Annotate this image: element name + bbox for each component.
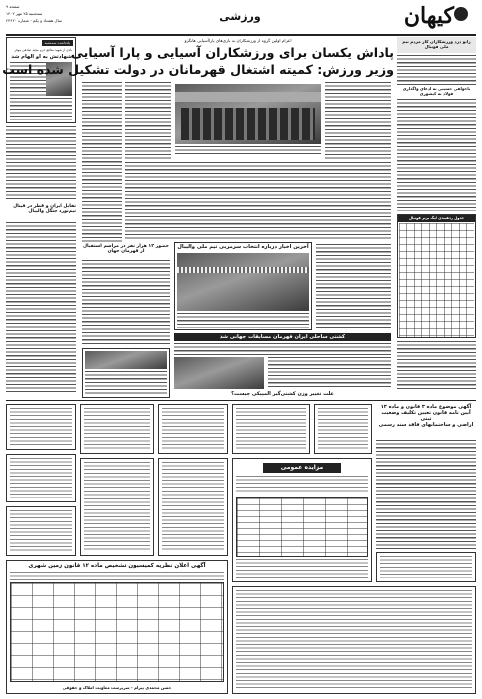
ad-box-c3 bbox=[232, 404, 310, 454]
ad-box-bottom-center bbox=[232, 586, 476, 694]
ads-rule bbox=[6, 400, 476, 401]
tender-ad-title-bar bbox=[263, 463, 341, 473]
wrestling-text bbox=[174, 343, 391, 355]
editorial-box-label: یادداشت سه‌شنبه bbox=[42, 40, 73, 46]
volleyball-story bbox=[174, 242, 312, 330]
land-commission-ad bbox=[6, 560, 228, 694]
ad-box-left-3 bbox=[6, 506, 76, 556]
right-bottom-headline-text: آگهی موضوع ماده ۳ قانون و ماده ۱۳ آیین نامه قانون تعیین تکلیف وضعیت ثبتی bbox=[380, 404, 472, 422]
right-bottom-headline bbox=[376, 404, 476, 438]
banner-strip bbox=[175, 92, 321, 102]
land-commission-table bbox=[10, 582, 224, 682]
wrestling-headline: کشتی ساحلی ایران قهرمان مسابقات جهانی شد bbox=[219, 334, 346, 340]
lead-body-col-2 bbox=[125, 82, 171, 160]
league-table-title: جدول ردهبندی لیگ برتر فوتبال bbox=[408, 216, 465, 220]
ad-box-right bbox=[376, 552, 476, 582]
volleyball-photo bbox=[177, 253, 309, 311]
tender-ad-table bbox=[236, 497, 368, 557]
right-bottom-text bbox=[376, 440, 476, 550]
lead-headline-2: وزیر ورزش: کمیته اشتغال قهرمانان در دولت تشکیل شده است bbox=[2, 62, 394, 77]
volleyball-text bbox=[177, 313, 309, 328]
left-story-headline: تقابل ایران و قطر در فینال تیم‌نورد جنگل والیبال bbox=[13, 204, 76, 215]
section-title: ورزشی bbox=[219, 10, 261, 23]
right-mid-text bbox=[397, 341, 476, 391]
ad-box-c6 bbox=[158, 458, 228, 556]
lead-headline-1: پاداش یکسان برای ورزشکاران آسیایی و پارا آسیایی bbox=[70, 45, 394, 60]
editorial-box-subtitle: بادی از شهید مدافع حرم مجید صادقی موقر bbox=[14, 48, 72, 52]
attendance-text bbox=[82, 260, 170, 345]
editorial-text-bottom bbox=[46, 98, 72, 120]
left-story-text bbox=[6, 222, 76, 392]
weight-headline: علت تغییر وزن کشتی‌گیر المپیکی چیست؟ bbox=[231, 391, 334, 397]
ad-box-c2 bbox=[158, 404, 228, 454]
ad-box-c4 bbox=[314, 404, 372, 454]
wrestling-headline-bar bbox=[174, 333, 391, 341]
attendance-headline: حضور ۱۲ هزار نفر در مراسم استقبال از قهرمان جهان bbox=[83, 244, 169, 255]
editorial-box-headline: شهادتش به او الهام شد bbox=[11, 54, 72, 60]
ad-box-c1 bbox=[80, 404, 154, 454]
land-commission-title: آگهی اعلان نظریه کمیسیون تشخیص ماده ۱۲ قانون زمین شهری bbox=[28, 563, 206, 569]
lead-kicker: اعزام اولین گروه از ورزشکاران به بازی‌های پاراآسیایی هانگژو bbox=[184, 38, 292, 43]
league-table-title-bar bbox=[398, 215, 475, 222]
lead-team-photo bbox=[175, 84, 321, 144]
volleyball-headline: آخرین اخبار درباره انتخاب سرمربی تیم ملی والیبال bbox=[177, 244, 309, 250]
league-table bbox=[397, 214, 476, 338]
right-sub-headline: ناخواهی حسینی به ادعای واگذاری فولاد به کیشوری bbox=[402, 86, 471, 96]
right-sub-text bbox=[397, 99, 476, 211]
masthead bbox=[0, 0, 482, 36]
ad-box-left-1 bbox=[6, 404, 76, 450]
lead-photo-caption bbox=[175, 146, 321, 154]
tender-ad-footer bbox=[236, 559, 368, 579]
volleyball-side-text bbox=[316, 244, 391, 330]
right-top-headline: زانو درد ورزشکاران کار مردم تیم ملی فوتبال bbox=[402, 39, 471, 49]
masthead-rule bbox=[6, 34, 476, 36]
side-image bbox=[85, 351, 167, 369]
side-image-box bbox=[82, 348, 170, 398]
team-row bbox=[181, 108, 315, 140]
right-top-headline-bar bbox=[397, 37, 476, 53]
editorial-box bbox=[6, 37, 76, 123]
ad-box-left-2 bbox=[6, 454, 76, 502]
tender-ad-intro bbox=[236, 476, 368, 494]
league-table-grid bbox=[399, 223, 474, 337]
wrestling-photo bbox=[174, 357, 264, 389]
lead-body-lower bbox=[125, 162, 391, 240]
right-top-text bbox=[397, 55, 476, 85]
issue-line: سال هشتاد و یکم - شماره ۲۳۶۲۰ bbox=[6, 18, 63, 23]
wrestling-text-side bbox=[268, 357, 391, 389]
right-bottom-headline-sub: اراضی و ساختمانهای فاقد سند رسمی bbox=[378, 422, 474, 428]
net-strip bbox=[177, 267, 309, 273]
lead-body-col-1 bbox=[82, 82, 122, 242]
lead-body-col-3 bbox=[325, 82, 391, 160]
page-number: صفحه ۹ bbox=[6, 4, 20, 9]
tender-ad-title: مزایده عمومی bbox=[280, 464, 324, 471]
left-column-text bbox=[6, 126, 76, 201]
ad-box-c5 bbox=[80, 458, 154, 556]
tender-ad bbox=[232, 458, 372, 582]
date-line: سه‌شنبه ۲۵ مهر ۱۴۰۲ bbox=[6, 11, 43, 16]
logo-text: کیهان bbox=[403, 3, 454, 29]
land-commission-intro bbox=[10, 572, 224, 580]
logo-emblem-icon bbox=[454, 7, 468, 21]
land-commission-sign: حسن محمدی پیرام - سرپرست معاونت املاک و حقوقی bbox=[62, 685, 172, 690]
logo bbox=[403, 3, 468, 33]
side-image-text bbox=[85, 371, 167, 395]
